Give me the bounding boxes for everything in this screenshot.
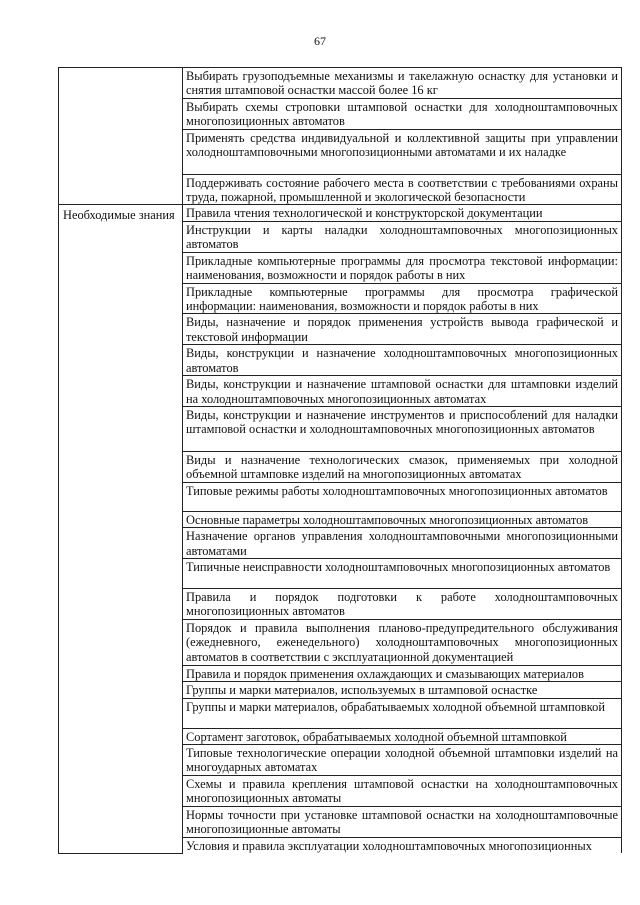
skill-item: Выбирать грузоподъемные механизмы и такелажную оснастку для установки и снятия штамповой оснастки массой более 16 кг (183, 68, 622, 99)
knowledge-item: Нормы точности при установке штамповой оснастки на холодноштамповочные многопозиционные автоматы (183, 806, 622, 837)
knowledge-item: Виды, конструкции и назначение холодноштамповочных многопозиционных автоматов (183, 345, 622, 376)
knowledge-item: Назначение органов управления холодноштамповочными многопозиционными автоматами (183, 528, 622, 559)
page-number: 67 (314, 34, 326, 48)
knowledge-item: Группы и марки материалов, обрабатываемых холодной объемной штамповкой (183, 698, 622, 728)
competency-table (58, 67, 622, 854)
section-label-knowledge: Необходимые знания (59, 205, 183, 853)
knowledge-item: Прикладные компьютерные программы для просмотра текстовой информации: наименования, возможности и порядок работы в них (183, 252, 622, 283)
knowledge-item: Правила чтения технологической и конструкторской документации (183, 205, 622, 221)
knowledge-item: Типовые технологические операции холодной объемной штамповки изделий на многоударных автоматах (183, 744, 622, 775)
table-body (59, 68, 622, 854)
knowledge-item: Правила и порядок применения охлаждающих и смазывающих материалов (183, 665, 622, 681)
knowledge-item: Виды, конструкции и назначение инструментов и приспособлений для наладки штамповой оснастки и холодноштамповочных многопозиционных автоматов (183, 406, 622, 451)
knowledge-item: Правила и порядок подготовки к работе холодноштамповочных многопозиционных автоматов (183, 588, 622, 619)
skill-item: Выбирать схемы строповки штамповой оснастки для холодноштамповочных многопозиционных автоматов (183, 98, 622, 129)
knowledge-item: Виды, конструкции и назначение штамповой оснастки для штамповки изделий на холодноштамповочных многопозиционных автоматах (183, 376, 622, 407)
table-row (59, 205, 622, 221)
skill-item: Поддерживать состояние рабочего места в соответствии с требованиями охраны труда, пожарной, промышленной и экологической безопасности (183, 174, 622, 205)
table-row (59, 68, 622, 99)
section-label-skills (59, 68, 183, 205)
knowledge-item: Виды и назначение технологических смазок, применяемых при холодной объемной штамповке изделий на многопозиционных автоматах (183, 451, 622, 482)
knowledge-item: Основные параметры холодноштамповочных многопозиционных автоматов (183, 511, 622, 527)
knowledge-item: Прикладные компьютерные программы для просмотра графической информации: наименования, возможности и порядок работы в них (183, 283, 622, 314)
knowledge-item: Сортамент заготовок, обрабатываемых холодной объемной штамповкой (183, 728, 622, 744)
knowledge-item: Инструкции и карты наладки холодноштамповочных многопозиционных автоматов (183, 221, 622, 252)
knowledge-item: Типичные неисправности холодноштамповочных многопозиционных автоматов (183, 558, 622, 588)
knowledge-item: Типовые режимы работы холодноштамповочных многопозиционных автоматов (183, 482, 622, 511)
knowledge-item: Схемы и правила крепления штамповой оснастки на холодноштамповочных многопозиционных автоматы (183, 775, 622, 806)
knowledge-item: Группы и марки материалов, используемых в штамповой оснастке (183, 682, 622, 698)
knowledge-item: Порядок и правила выполнения планово-предупредительного обслуживания (ежедневного, еженедельного) холодноштамповочных многопозиционных автоматов в соответствии с эксплуатационной документацией (183, 619, 622, 665)
skill-item: Применять средства индивидуальной и коллективной защиты при управлении холодноштамповочными многопозиционными автоматами и их наладке (183, 129, 622, 174)
knowledge-item: Виды, назначение и порядок применения устройств вывода графической и текстовой информации (183, 314, 622, 345)
knowledge-item: Условия и правила эксплуатации холодноштамповочных многопозиционных (183, 837, 622, 853)
